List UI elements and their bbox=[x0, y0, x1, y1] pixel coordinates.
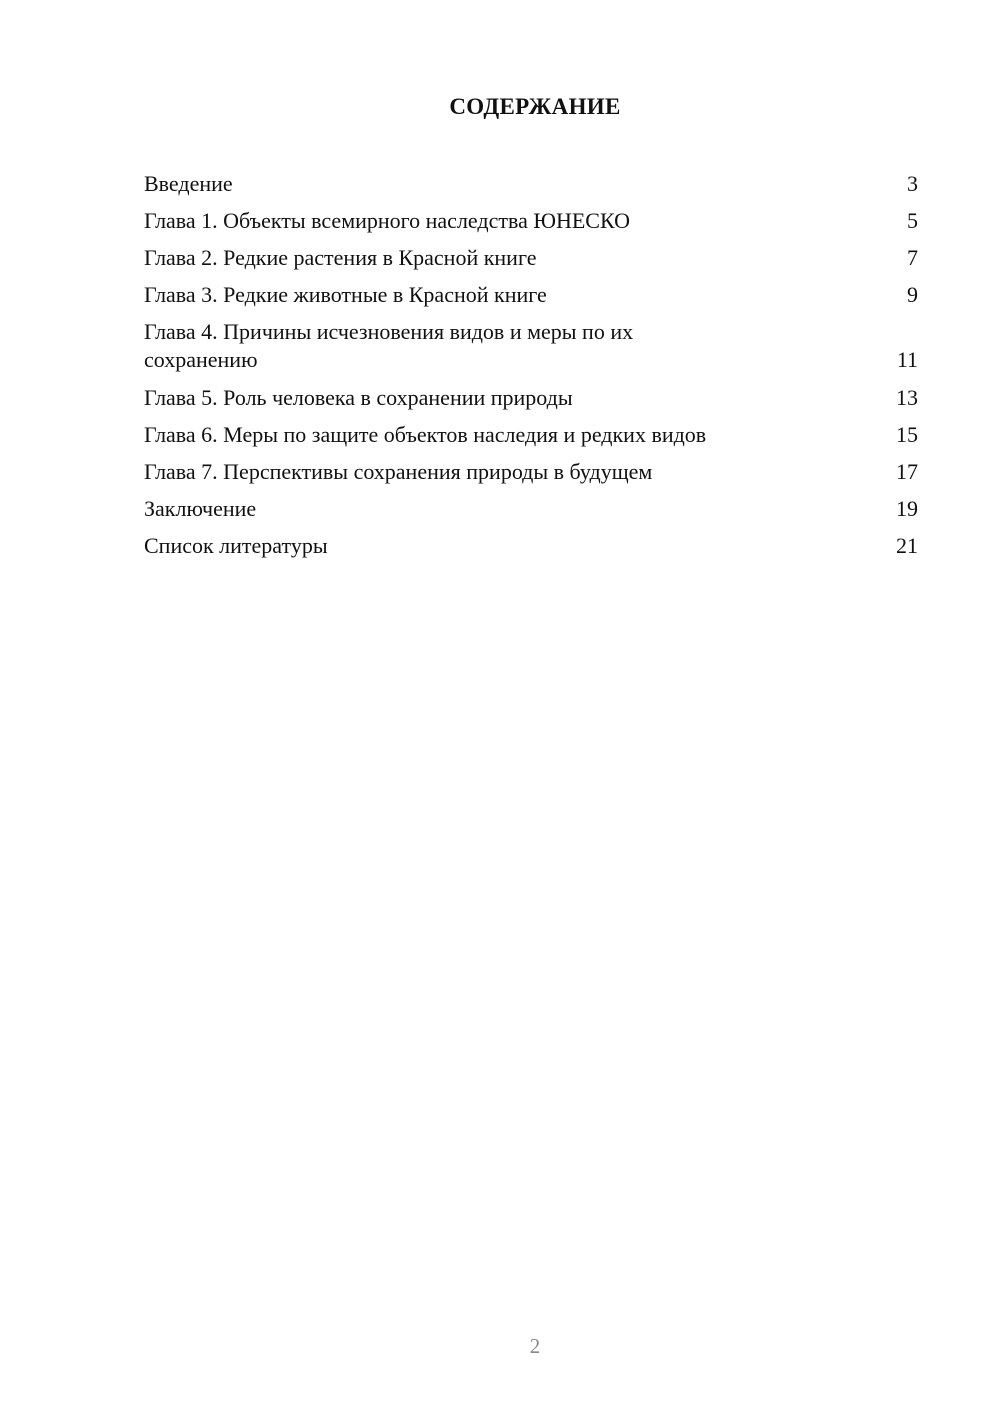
toc-entry-label: Глава 1. Объекты всемирного наследства ЮНЕСКО bbox=[144, 208, 630, 233]
toc-entry-label: Глава 4. Причины исчезновения видов и меры по их сохранению bbox=[144, 319, 634, 372]
toc-entry-label: Заключение bbox=[144, 496, 257, 521]
toc-title: СОДЕРЖАНИЕ bbox=[449, 94, 621, 119]
toc-entry-chapter-1 bbox=[144, 207, 918, 235]
toc-entry-page: 15 bbox=[896, 422, 918, 447]
toc-entry-chapter-2 bbox=[144, 244, 918, 272]
toc-entry-page: 17 bbox=[896, 459, 918, 484]
toc-entry-label: Введение bbox=[144, 171, 233, 196]
toc-entry-page: 21 bbox=[896, 533, 918, 558]
toc-entry-label: Глава 7. Перспективы сохранения природы в будущем bbox=[144, 459, 653, 484]
page-number: 2 bbox=[529, 1334, 541, 1358]
toc-entry-introduction bbox=[144, 170, 918, 198]
toc-entry-page: 11 bbox=[896, 347, 918, 372]
toc-entry-page: 13 bbox=[896, 385, 918, 410]
toc-entry-chapter-5 bbox=[144, 384, 918, 412]
toc-entry-page: 19 bbox=[896, 496, 918, 521]
toc-entry-page: 9 bbox=[907, 282, 918, 307]
toc-entry-references bbox=[144, 532, 918, 560]
toc-entry-chapter-4 bbox=[144, 318, 918, 374]
toc-entry-chapter-3 bbox=[144, 281, 918, 309]
toc-entry-label: Список литературы bbox=[144, 533, 328, 558]
toc-entry-page: 7 bbox=[907, 245, 918, 270]
toc-entry-label: Глава 2. Редкие растения в Красной книге bbox=[144, 245, 537, 270]
toc-entry-chapter-6 bbox=[144, 421, 918, 449]
toc-entry-page: 3 bbox=[907, 171, 918, 196]
toc-entry-conclusion bbox=[144, 495, 918, 523]
toc-entry-page: 5 bbox=[907, 208, 918, 233]
toc-entry-label: Глава 6. Меры по защите объектов наследия и редких видов bbox=[144, 422, 707, 447]
toc-entry-label: Глава 3. Редкие животные в Красной книге bbox=[144, 282, 547, 307]
toc-entry-label: Глава 5. Роль человека в сохранении природы bbox=[144, 385, 573, 410]
toc-entry-chapter-7 bbox=[144, 458, 918, 486]
table-of-contents bbox=[144, 170, 918, 569]
